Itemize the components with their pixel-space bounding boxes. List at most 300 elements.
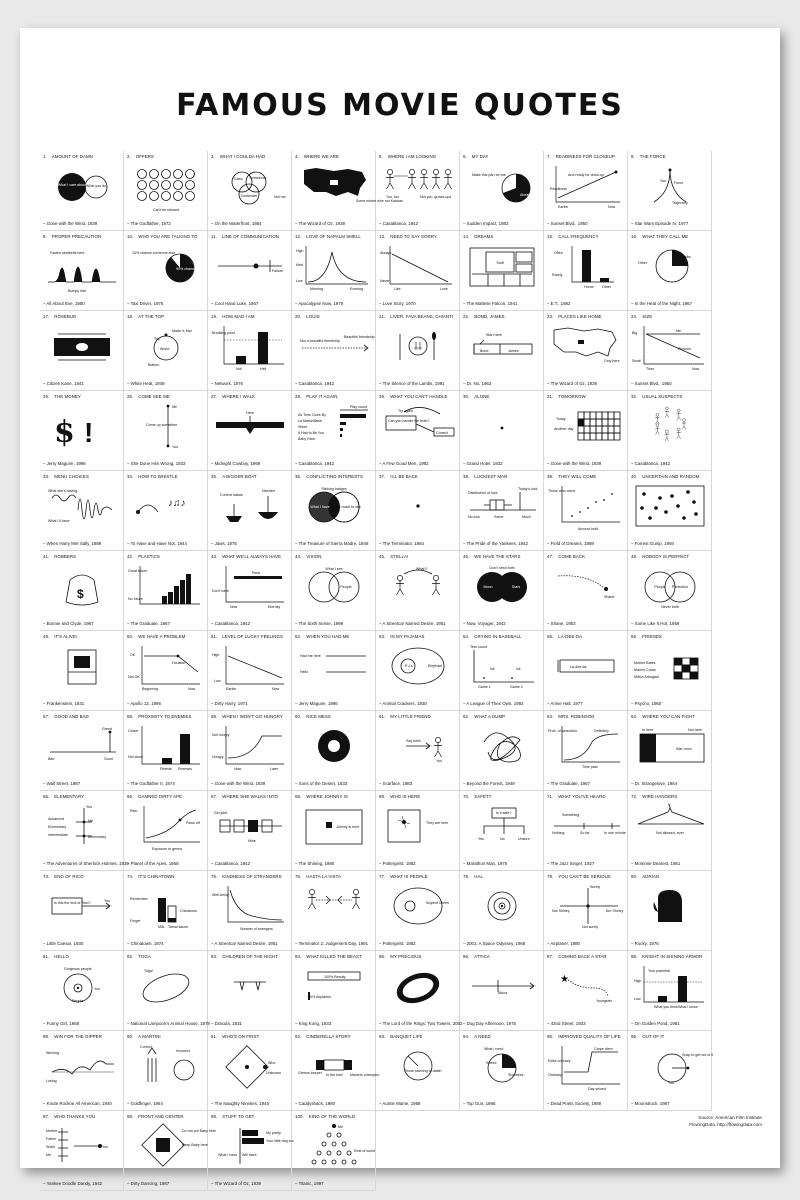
quote-cell	[124, 151, 208, 231]
quote-cell	[460, 551, 544, 631]
quote-number: 47.	[547, 554, 554, 559]
pictogram-label: Risk	[130, 809, 137, 813]
pictogram-label: Correct	[140, 1045, 152, 1049]
pictogram-label: You	[102, 1145, 109, 1149]
quote-number: 93.	[379, 1034, 386, 1039]
quote-number: 50.	[127, 634, 134, 639]
quote-cell	[208, 711, 292, 791]
quote-credit: – Gone with the Wind, 1939	[211, 781, 266, 786]
quote-number: 11.	[211, 234, 217, 239]
quote-credit: – Bonnie and Clyde, 1967	[43, 621, 94, 626]
pictogram-label: Mine	[248, 839, 256, 843]
quote-heading	[127, 314, 207, 319]
quote-heading	[379, 794, 459, 799]
quote-credit: – Top Gun, 1986	[463, 1101, 496, 1106]
quote-heading	[43, 154, 123, 159]
quote-heading	[463, 1034, 543, 1039]
pictogram-label: People	[654, 585, 666, 589]
quote-cell	[40, 951, 124, 1031]
quote-cell	[292, 711, 376, 791]
pictogram-label: Attica	[498, 991, 507, 995]
quote-cell	[40, 551, 124, 631]
quote-pictogram	[212, 722, 288, 772]
quote-number: 54.	[463, 634, 470, 639]
quote-heading	[631, 954, 711, 959]
quote-credit: – Network, 1976	[211, 381, 243, 386]
quote-credit: – The Godfather II, 1974	[127, 781, 175, 786]
quote-number: 58.	[127, 714, 134, 719]
quote-credit: – Jerry Maguire, 1996	[295, 701, 338, 706]
quote-title: WHERE SHE WALKS INTO	[222, 794, 278, 799]
quote-title: PLACES LIKE HOME	[558, 314, 602, 319]
quote-cell	[208, 391, 292, 471]
pictogram-label: Mother	[46, 1129, 58, 1133]
quote-title: LIVER, FAVA BEANS, CHIANTI	[390, 314, 454, 319]
pictogram-label: Paris	[252, 571, 261, 575]
pictogram-label: P.J.s	[405, 664, 413, 668]
pictogram-label: Rest of world	[354, 1149, 375, 1153]
pictogram-label: What I want to see	[331, 505, 361, 509]
quote-pictogram	[44, 962, 120, 1012]
quote-heading	[295, 474, 375, 479]
pictogram-label: Surely	[590, 885, 601, 889]
quote-heading	[127, 634, 207, 639]
quote-credit: – The Shining, 1980	[295, 861, 335, 866]
quote-credit: – Moonstruck, 1987	[631, 1101, 670, 1106]
pictogram-label: No luck	[468, 515, 480, 519]
quote-cell	[628, 471, 712, 551]
quote-credit: – A Few Good Men, 1992	[379, 461, 429, 466]
quote-credit: – Jaws, 1975	[211, 541, 237, 546]
quote-cell	[40, 791, 129, 871]
quote-heading	[211, 314, 291, 319]
quote-credit: – National Lampoon's Animal House, 1978	[127, 1021, 210, 1026]
pictogram-label: Soylent Green	[426, 901, 449, 905]
quote-heading	[547, 474, 627, 479]
quote-pictogram	[464, 402, 540, 452]
quote-number: 17.	[43, 314, 50, 319]
pictogram-label: Can you handle the truth?	[388, 419, 430, 423]
quote-credit: – 2001: A Space Odyssey, 1968	[463, 941, 526, 946]
pictogram-label: Death	[317, 585, 327, 589]
pictogram-label: Youngster	[596, 999, 613, 1003]
quote-number: 82.	[127, 954, 134, 959]
pictogram-label: You, kid	[386, 195, 399, 199]
quote-number: 62.	[463, 714, 470, 719]
quote-heading	[43, 634, 123, 639]
quote-title: IT'S ALIVE!	[54, 634, 78, 639]
pictogram-label: La Marseillaise	[298, 419, 322, 423]
quote-credit: – To Have and Have Not, 1944	[127, 541, 187, 546]
quote-heading	[127, 474, 207, 479]
pictogram-label: You	[660, 179, 667, 183]
quote-cell	[460, 231, 544, 311]
quote-pictogram	[548, 722, 624, 772]
pictogram-label: Low	[296, 279, 303, 283]
quote-title: ROSEBUD	[54, 314, 77, 319]
pictogram-label: Distribution of luck	[468, 491, 498, 495]
quote-heading	[631, 634, 711, 639]
quote-heading	[211, 1114, 291, 1119]
quote-number: 69.	[379, 794, 386, 799]
quote-credit: – Dr. No, 1962	[463, 381, 492, 386]
pictogram-label: Ick	[516, 667, 521, 671]
pictogram-label: Earlier	[226, 687, 237, 691]
quote-pictogram	[464, 242, 540, 292]
quote-pictogram	[548, 242, 624, 292]
pictogram-label: Game 1	[478, 685, 491, 689]
pictogram-label: Shine	[298, 425, 308, 429]
pictogram-label: Trajectory	[672, 201, 688, 205]
pictogram-label: Shane	[604, 595, 615, 599]
pictogram-label: Now	[230, 605, 238, 609]
quote-credit: – Casablanca, 1942	[295, 461, 335, 466]
quote-heading	[295, 314, 375, 319]
pictogram-label: Morning	[310, 287, 323, 291]
quote-credit: – King Kong, 1933	[295, 1021, 332, 1026]
quote-credit: – Dirty Dancing, 1987	[127, 1181, 170, 1186]
pictogram-label: Like	[394, 287, 401, 291]
quote-pictogram	[296, 722, 372, 772]
quote-credit: – Taxi Driver, 1976	[127, 301, 164, 306]
quote-heading	[463, 554, 543, 559]
pictogram-label: What I need	[484, 1047, 504, 1051]
pictogram-label: It Had to Be You	[298, 431, 324, 435]
quote-heading	[127, 714, 207, 719]
quote-cell	[208, 471, 292, 551]
pictogram-label: Will have	[242, 1153, 257, 1157]
quote-number: 44.	[295, 554, 302, 559]
pictogram-label: Those who come	[548, 489, 576, 493]
quote-pictogram	[128, 1122, 216, 1172]
pictogram-label: Rarely	[552, 273, 563, 277]
quote-cell	[124, 311, 208, 391]
quote-heading	[379, 474, 459, 479]
pictogram-label: Earlier	[558, 205, 569, 209]
quote-credit: – Animal Crackers, 1930	[379, 701, 427, 706]
pictogram-label: Masters champion	[350, 1073, 380, 1077]
quote-cell	[460, 311, 544, 391]
quote-title: MY DAY	[471, 154, 489, 159]
quote-credit: – A Streetcar Named Desire, 1951	[379, 621, 446, 626]
quote-pictogram	[296, 962, 372, 1012]
pictogram-label: Stars	[511, 585, 521, 589]
pictogram-label: Had me here	[300, 654, 321, 658]
pictogram-label: Great future	[128, 569, 148, 573]
quote-number: 48.	[631, 554, 638, 559]
quote-heading	[463, 794, 543, 799]
pictogram-label: Elephant	[428, 664, 443, 668]
quote-number: 39.	[547, 474, 554, 479]
quote-heading	[295, 154, 375, 159]
quote-title: DAMNED DIRTY APE	[138, 794, 183, 799]
source-note	[652, 1114, 762, 1128]
pictogram-label: No	[500, 837, 505, 841]
pictogram-label: OK	[130, 653, 136, 657]
pictogram-label: What you think	[654, 1005, 678, 1009]
quote-number: 78.	[463, 874, 470, 879]
quote-cell	[208, 951, 292, 1031]
quote-pictogram	[632, 562, 708, 612]
quote-pictogram	[212, 242, 288, 292]
pictogram-label: Always	[380, 251, 392, 255]
quote-cell	[124, 631, 208, 711]
quote-number: 19.	[211, 314, 218, 319]
quote-number: 66.	[127, 794, 134, 799]
quote-number: 56.	[631, 634, 638, 639]
quote-number: 29.	[379, 394, 386, 399]
quote-cell	[376, 391, 460, 471]
quote-title: ALONE	[474, 394, 490, 399]
pictogram-label: Another day	[554, 427, 574, 431]
quote-number: 85.	[379, 954, 386, 959]
quote-title: WIN FOR THE GIPPER	[54, 1034, 102, 1039]
quote-title: VISION	[306, 554, 322, 559]
quote-title: CINDERELLA STORY	[306, 1034, 351, 1039]
pictogram-label: Day seized	[588, 1087, 606, 1091]
quote-title: OFFERS	[135, 154, 154, 159]
quote-pictogram	[380, 722, 456, 772]
quote-number: 67.	[211, 794, 218, 799]
quote-number: 32.	[631, 394, 638, 399]
pictogram-label: Who	[268, 1061, 276, 1065]
quote-title: HOW TO WHISTLE	[138, 474, 178, 479]
quote-credit: – Mommie Dearest, 1981	[631, 861, 681, 866]
quote-credit: – The Sixth Sense, 1999	[295, 621, 344, 626]
quote-title: ATTICA	[474, 954, 490, 959]
quote-pictogram	[548, 882, 624, 932]
quote-pictogram	[632, 482, 708, 532]
quote-heading	[127, 954, 207, 959]
quote-heading	[127, 234, 207, 239]
quote-heading	[463, 954, 543, 959]
pictogram-label: Number of strangers	[240, 927, 273, 931]
quote-cell	[460, 791, 544, 871]
pictogram-label: Current status	[220, 493, 243, 497]
pictogram-label: Good	[104, 757, 113, 761]
quote-number: 84.	[295, 954, 302, 959]
quote-cell	[544, 391, 628, 471]
source-line: Source: American Film Institute	[698, 1115, 762, 1120]
quote-pictogram	[548, 642, 624, 692]
poster	[20, 28, 780, 1186]
quote-credit: – Now, Voyager, 1942	[463, 621, 506, 626]
pictogram-label: Play count	[350, 405, 367, 409]
quote-heading	[211, 954, 291, 959]
quote-number: 79.	[547, 874, 554, 879]
pictogram-label: Johnny is here	[336, 825, 360, 829]
pictogram-label: Me	[46, 1153, 51, 1157]
quote-credit: – Titanic, 1997	[295, 1181, 324, 1186]
quote-heading	[547, 954, 627, 959]
quote-credit: – Casablanca, 1942	[211, 621, 251, 626]
quote-pictogram	[296, 1042, 380, 1092]
quote-credit: – Grand Hotel, 1932	[463, 461, 503, 466]
quote-number: 87.	[547, 954, 554, 959]
pictogram-label: Mother Bates	[634, 661, 656, 665]
quote-title: FRIENDS	[642, 634, 662, 639]
quote-pictogram	[380, 642, 456, 692]
quote-pictogram	[212, 402, 288, 452]
quote-pictogram	[296, 562, 372, 612]
quote-title: WHAT WE'LL ALWAYS HAVE	[222, 554, 282, 559]
quote-cell	[628, 871, 712, 951]
quote-pictogram	[296, 882, 372, 932]
pictogram-label: Baby Face	[298, 437, 316, 441]
pictogram-label: Can't be refused	[152, 208, 180, 212]
quote-credit: – Forrest Gump, 1994	[631, 541, 674, 546]
quote-title: BANQUET LIFE	[390, 1034, 423, 1039]
quote-credit: – Yankee Doodle Dandy, 1942	[43, 1181, 103, 1186]
pictogram-label: 100% Beauty	[324, 975, 346, 979]
quote-title: HELLO	[54, 954, 69, 959]
pictogram-label: Now	[234, 767, 242, 771]
quote-number: 61.	[379, 714, 386, 719]
quote-cell	[124, 871, 208, 951]
quote-cell	[208, 631, 292, 711]
quote-cell	[460, 951, 544, 1031]
quote-title: MY LITTLE FRIEND	[390, 714, 431, 719]
quote-heading	[631, 714, 711, 719]
quote-pictogram	[212, 882, 288, 932]
quote-cell	[544, 871, 628, 951]
quote-credit: – Caddyshack, 1980	[295, 1101, 336, 1106]
quote-title: THE FORCE	[639, 154, 666, 159]
quote-cell	[40, 1031, 124, 1111]
quote-pictogram	[44, 802, 120, 852]
quote-heading	[631, 554, 711, 559]
quote-cell	[292, 471, 376, 551]
quote-heading	[43, 474, 123, 479]
quote-number: 8.	[631, 154, 635, 159]
pictogram-label: Me	[676, 329, 681, 333]
quote-cell	[544, 791, 628, 871]
svg-text:$: $	[54, 415, 75, 450]
quote-credit: – The Godfather, 1972	[127, 221, 171, 226]
quote-pictogram	[44, 1042, 120, 1092]
pictogram-label: Not a beautiful friendship	[300, 339, 340, 343]
quote-cell	[544, 311, 628, 391]
quote-number: 59.	[211, 714, 218, 719]
quote-number: 2.	[127, 154, 131, 159]
pictogram-label: Mr. Tibbs	[676, 255, 691, 259]
quote-number: 80.	[631, 874, 638, 879]
quote-heading	[211, 154, 291, 159]
pictogram-label: Not close	[128, 755, 143, 759]
quote-pictogram	[44, 322, 120, 372]
pictogram-label: You	[436, 759, 443, 763]
pictogram-label: Those starving to death	[404, 1069, 442, 1073]
pictogram-label: Perfection	[671, 585, 689, 589]
quote-title: DREAMS	[474, 234, 494, 239]
quote-credit: – The Naughty Nineties, 1945	[211, 1101, 270, 1106]
pictogram-label: Love	[440, 287, 448, 291]
quote-pictogram	[548, 1042, 624, 1092]
quote-credit: – Sunset Blvd., 1950	[547, 221, 588, 226]
pictogram-label: Often	[554, 251, 563, 255]
quote-pictogram	[380, 1042, 456, 1092]
quote-title: THEY WILL COME	[558, 474, 597, 479]
quote-credit: – All About Eve, 1950	[43, 301, 85, 306]
quote-credit: – Some Like It Hot, 1959	[631, 621, 680, 626]
quote-title: IT'S CHINATOWN	[138, 874, 175, 879]
quote-heading	[43, 874, 123, 879]
quote-pictogram	[296, 802, 372, 852]
quote-cell	[292, 871, 376, 951]
quote-pictogram	[380, 242, 456, 292]
quote-title: I'LL BE BACK	[390, 474, 418, 479]
quote-number: 64.	[631, 714, 638, 719]
quote-title: NEED TO SAY SORRY	[390, 234, 437, 239]
pictogram-label: Contender	[240, 194, 258, 198]
pictogram-label: Not hungry	[212, 733, 230, 737]
quote-title: CONFLICTING INTERESTS	[306, 474, 363, 479]
quote-title: COMING BACK A STAR	[558, 954, 607, 959]
pictogram-label: Other	[638, 261, 647, 265]
quote-number: 10.	[127, 234, 134, 239]
pictogram-label: Now	[608, 205, 616, 209]
quote-pictogram	[632, 1042, 714, 1092]
quote-cell	[292, 791, 376, 871]
quote-credit: – Dirty Harry, 1971	[211, 701, 248, 706]
quote-pictogram	[464, 482, 540, 532]
quote-number: 90.	[127, 1034, 134, 1039]
quote-heading	[463, 634, 543, 639]
quote-pictogram	[380, 882, 456, 932]
quote-heading	[379, 314, 459, 319]
pictogram-label: Stuff	[496, 261, 504, 265]
pictogram-label: Sister	[46, 1145, 56, 1149]
pictogram-label: High	[212, 653, 220, 657]
quote-cell	[124, 551, 208, 631]
quote-credit: – The Graduate, 1967	[547, 781, 590, 786]
quote-cell	[40, 1111, 124, 1191]
quote-title: COME BACK	[558, 554, 586, 559]
quote-cell	[124, 1031, 208, 1111]
quote-number: 99.	[211, 1114, 218, 1119]
quote-credit: – The Lord of the Rings: Two Towers, 2002	[379, 1021, 463, 1026]
quote-cell	[124, 711, 208, 791]
quote-credit: – Auntie Mame, 1958	[379, 1101, 421, 1106]
quote-number: 51.	[211, 634, 218, 639]
pictogram-label: Eternity	[268, 605, 281, 609]
quote-pictogram	[44, 402, 120, 452]
quote-title: UNCERTAIN AND RANDOM	[642, 474, 700, 479]
pictogram-label: Don't have	[212, 589, 230, 593]
quote-title: TOMORROW	[558, 394, 586, 399]
pictogram-label: Toga!	[144, 969, 153, 973]
quote-title: END OF RICO	[54, 874, 84, 879]
quote-pictogram	[128, 402, 204, 452]
quote-cell	[40, 471, 124, 551]
quote-title: LOUIS	[306, 314, 320, 319]
pictogram-label: What I have	[310, 505, 330, 509]
quote-title: AT THE TOP	[138, 314, 164, 319]
quote-credit: – Love Story, 1970	[379, 301, 416, 306]
pictogram-label: High	[634, 979, 642, 983]
pictogram-label: Do not put Baby here	[182, 1129, 216, 1133]
quote-pictogram	[464, 322, 540, 372]
quote-pictogram	[128, 962, 204, 1012]
quote-title: LOVE OF NAPALM SMELL	[306, 234, 361, 239]
quote-number: 91.	[211, 1034, 218, 1039]
quote-credit: – Annie Hall, 1977	[547, 701, 583, 706]
quote-pictogram	[212, 1042, 288, 1092]
quote-pictogram	[128, 802, 204, 852]
quote-credit: – Planet of the Apes, 1968	[127, 861, 179, 866]
quote-cell	[460, 151, 544, 231]
quote-cell	[628, 791, 712, 871]
